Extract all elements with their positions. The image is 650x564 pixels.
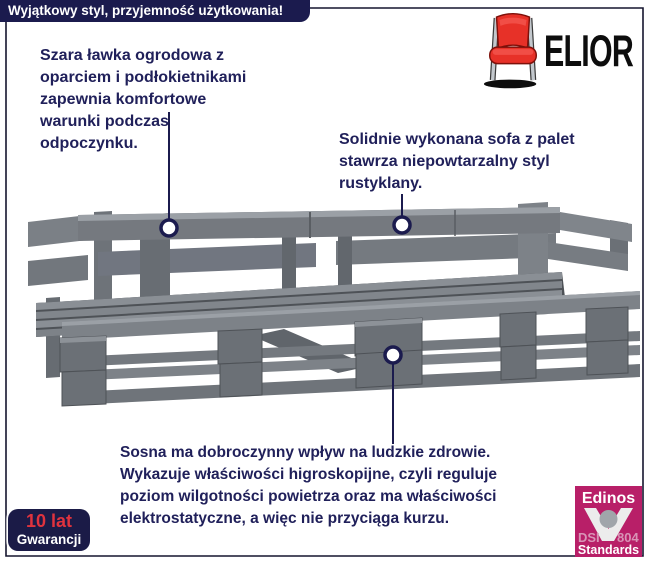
marker-dot-pallet-block — [385, 347, 401, 363]
callout-line: zapewnia komfortowe — [40, 91, 207, 108]
callout-line: Sosna ma dobroczynny wpływ na ludzkie zdrowie. — [120, 444, 491, 461]
warranty-badge — [8, 509, 90, 551]
top-banner: Wyjątkowy styl, przyjemność użytkowania! — [0, 0, 310, 22]
warranty-label: Gwarancji — [16, 532, 82, 547]
pallet-sofa — [28, 202, 640, 406]
callout-line: Solidnie wykonana sofa z palet — [339, 131, 575, 148]
cert-bottom: Standards — [577, 543, 640, 557]
marker-dot-backrest-right — [394, 217, 410, 233]
cert-right: 804 — [617, 530, 639, 545]
marker-dot-backrest-left — [161, 220, 177, 236]
cert-left: DSI — [578, 530, 600, 545]
callout-text-left — [40, 45, 246, 155]
check-dot — [600, 510, 618, 528]
callout-line: warunki podczas — [40, 113, 169, 130]
callout-line: rustyklany. — [339, 175, 423, 192]
callout-line: poziom wilgotności powietrza oraz ma właściwości — [120, 488, 497, 505]
cert-brand: Edinos — [581, 490, 636, 507]
callout-line: elektrostatyczne, a więc nie przyciąga kurzu. — [120, 510, 450, 527]
callout-text-right — [339, 129, 575, 195]
brand-logo — [482, 10, 642, 92]
callout-text-bottom — [120, 442, 497, 530]
chair-icon — [482, 11, 544, 91]
brand-name: ELIOR — [544, 26, 634, 76]
callout-line: oparciem i podłokietnikami — [40, 69, 247, 86]
callout-line: stawrza niepowtarzalny styl — [339, 153, 550, 170]
callout-line: Wykazuje właściwości higroskopijne, czyli reguluje — [120, 466, 498, 483]
certification-badge — [575, 486, 642, 557]
callout-line: Szara ławka ogrodowa z — [40, 47, 225, 64]
warranty-years: 10 lat — [25, 511, 73, 531]
callout-line: odpoczynku. — [40, 135, 138, 152]
